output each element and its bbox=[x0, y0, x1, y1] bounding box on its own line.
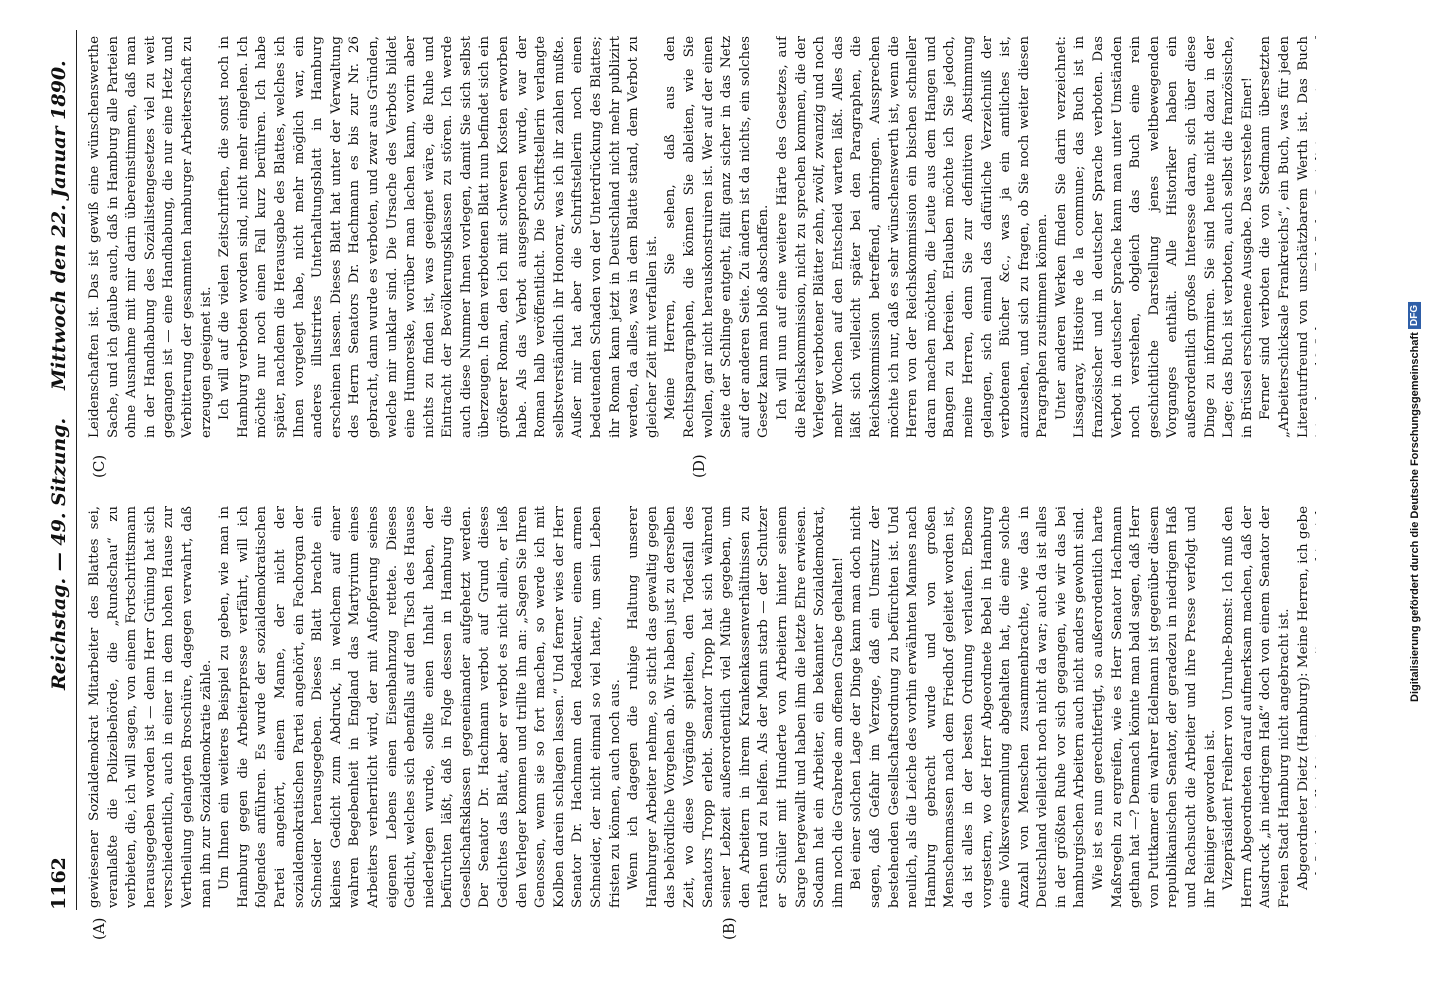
paragraph: Meine Herren, Sie sehen, daß aus den Rechtsparagraphen, die können Sie ableiten, wie Sie wollen, gar nicht herauskonstruiren ist. Wer auf der einen Seite der Schlinge entgeht, fällt ganz sicher in das Netz auf der anderen Seite. Zu ändern ist da nichts, ein solches Gesetz kann man bloß abschaffen. bbox=[663, 36, 772, 438]
margin-marker-b: (B) bbox=[720, 917, 738, 940]
margin-marker-d: (D) bbox=[690, 454, 708, 478]
session-title: Reichstag. — 49. Sitzung. bbox=[48, 417, 70, 690]
paragraph: Um Ihnen ein weiteres Beispiel zu geben, wie man in Hamburg gegen die Arbeiterpresse verfährt, will ich folgendes anführen. Es wurde der sozialdemokratischen Partei angehört, einem Manne, der nicht der sozialdemokratischen Partei angehört, ein Fachorgan der Schneider herausgegeben. Dieses Blatt brachte ein kleines Gedicht zum Abdruck, in welchem auf einer wahren Begebenheit in England das Martyrium eines Arbeiters verherrlicht wird, der mit Aufopferung seines eigenen Lebens einen Eisenbahnzug rettete. Dieses Gedicht, welches sich ebenfalls auf den Tisch des Hauses niederlegen wurde, sollte einen Inhalt haben, der befürchten läßt, daß in Folge dessen in Hamburg die Gesellschaftsklassen gegeneinander aufgehetzt werden. Der Senator Dr. Hachmann verbot auf Grund dieses Gedichtes das Blatt, aber er verbot es nicht allein, er ließ den Verleger kommen und trillte ihn an: „Sagen Sie Ihren Genossen, wenn sie so fort machen, so werde ich mit Kolben darein schlagen lassen.“ Und ferner wies der Herr Senator Dr. Hachmann den Redakteur, einem armen Schneider, der nicht einmal so viel hatte, um sein Leben fristen zu können, auch noch aus. bbox=[217, 506, 623, 908]
paragraph: Wie ist es nun gerechtfertigt, so außerordentlich harte Maßregeln zu ergreifen, wie es Herr Senator Hachmann gethan hat —? Demnach könnte man bald sagen, daß Herr von Puttkamer ein wahrer Edelmann ist gegenüber diesem republikanischen Senator, der geradezu in niedrigem Haß und Rachsucht die Arbeiter und ihre Presse verfolgt und ihr Reiniger geworden ist. bbox=[1091, 506, 1218, 908]
paragraph: Ich will nun auf eine weitere Härte des Gesetzes, auf die Reichskommission, nicht zu sprechen kommen, die der Verleger verbotener Blätter zehn, zwölf, zwanzig und noch mehr Wochen auf den Entscheid warten läßt. Alles das läßt sich vielleicht später bei den Paragraphen, die Reichskommission betreffend, anbringen. Aussprechen möchte ich nur, daß es sehr wünschenswerth ist, wenn die Herren von der Reichskommission ein bischen schneller daran machen möchten, die Leute aus dem Hangen und Bangen zu befreien. Erlauben möchte ich Sie jedoch, meine Herren, denn Sie zur definitiven Abstimmung gelangen, sich einmal das dafürliche Verzeichniß der verbotenen Bücher &c., was ja ein amtliches ist, anzusehen, und sich zu fragen, ob Sie noch weiter diesen Paragraphen zustimmen können. bbox=[774, 36, 1051, 438]
digitization-credit-label: Digitalisierung gefördert durch die Deutsche Forschungsgemeinschaft bbox=[1408, 332, 1421, 702]
paragraph: Leidenschaften ist. Das ist gewiß eine wünschenswerthe Sache, und ich glaube auch, daß in Hamburg alle Parteien ohne Ausnahme mit mir darin übereinstimmen, daß man in der Handhabung des Sozialistengesetzes viel zu weit gegangen ist — eine Handhabung, die nur eine Hetz und Verbitterung der gesammten hamburger Arbeiterschaft zu erzeugen geeignet ist. bbox=[87, 36, 214, 438]
right-text-column bbox=[86, 36, 1316, 438]
margin-marker-c: (C) bbox=[90, 454, 108, 478]
page-header bbox=[40, 30, 77, 910]
left-text-column bbox=[86, 506, 1316, 908]
margin-marker-a: (A) bbox=[90, 917, 108, 940]
paragraph: Unter anderen Werken finden Sie darin verzeichnet: Lissagaray, Histoire de la commune; das Buch ist in französischer und in deutscher Sprache verboten. Das Verbot in deutscher Sprache kann man unter Umständen noch verstehen, obgleich das Buch eine rein geschichtliche Darstellung jenes weltbewegenden Vorganges enthält. Alle Historiker haben ein außerordentlich großes Interesse daran, sich über diese Dinge zu informiren. Sie sind heute nicht dazu in der Lage; das Buch ist verboten, auch selbst die französische, in Brüssel erschienene Ausgabe. Das verstehe Einer! bbox=[1053, 36, 1255, 438]
page-number: 1162 bbox=[48, 857, 70, 910]
speaker-paragraph: Vizepräsident Freiherr von Unruhe-Bomst: Ich muß den Herrn Abgeordneten darauf aufmerksam machen, daß der Ausdruck „in niedrigem Haß“ doch von einem Senator der Freien Stadt Hamburg nicht angebracht ist. bbox=[1221, 506, 1292, 908]
paragraph: Bei einer solchen Lage der Dinge kann man doch nicht sagen, daß Gefahr im Verzuge, daß ein Umsturz der bestehenden Gesellschaftsordnung zu befürchten ist. Und neulich, als die Leiche des vorhin erwähnten Mannes nach Hamburg gebracht wurde und von großen Menschenmassen nach dem Friedhof geleitet worden ist, da ist alles in der besten Ordnung verlaufen. Ebenso vorgestern, wo der Herr Abgeordnete Bebel in Hamburg eine Volksversammlung abgehalten hat, die eine solche Anzahl von Menschen zusammenbrachte, wie das in Deutschland vielleicht noch nicht da war; auch da ist alles in der größten Ruhe vor sich gegangen, wie wir das bei hamburgischen Arbeitern auch nicht anders gewohnt sind. bbox=[849, 506, 1088, 908]
paragraph: Ich will auf die vielen Zeitschriften, die sonst noch in Hamburg verboten worden sind, nicht mehr eingehen. Ich möchte nur noch einen Fall kurz berühren. Ich habe später, nachdem die Herausgabe des Blattes, welches ich Ihnen vorgelegt habe, nicht mehr möglich war, ein anderes illustrirtes Unterhaltungsblatt in Hamburg erscheinen lassen. Dieses Blatt hat unter der Verwaltung des Herrn Senators Dr. Hachmann es bis zur Nr. 26 gebracht, dann wurde es verboten, und zwar aus Gründen, welche mir unklar sind. Die Ursache des Verbots bildet eine Humoreske, worüber man lachen kann, worin aber nichts zu finden ist, was geeignet wäre, die Ruhe und Eintracht der Bevölkerungsklassen zu stören. Ich werde auch diese Nummer Ihnen vorlegen, damit Sie sich selbst überzeugen. In dem verbotenen Blatt nun befindet sich ein größerer Roman, den ich mit schweren Kosten erworben habe. Als das Verbot ausgesprochen wurde, war der Roman halb veröffentlicht. Die Schriftstellerin verlangte selbstverständlich ihr Honorar, was ich ihr zahlen mußte. Außer mir hat aber die Schriftstellerin noch einen bedeutenden Schaden von der Unterdrückung des Blattes; ihr Roman kann jetzt in Deutschland nicht mehr publizirt werden, da alles, was in dem Blatte stand, dem Verbot zu gleicher Zeit mit verfallen ist. bbox=[217, 36, 660, 438]
paragraph: gewiesener Sozialdemokrat Mitarbeiter des Blattes sei, veranlaßte die Polizeibehörde, die „Rundschau“ zu verbieten, die, ich will sagen, von einem Fortschrittsmann herausgegeben worden ist — denn Herr Grüning hat sich verschiedentlich, auch in einer in dem hohen Hause zur Vertheilung gelangten Broschüre, dagegen verwahrt, daß man ihn zur Sozialdemokratie zähle. bbox=[87, 506, 214, 908]
digitization-credit bbox=[1408, 298, 1421, 702]
paragraph: Wenn ich dagegen die ruhige Haltung unserer Hamburger Arbeiter nehme, so sticht das gewaltig gegen das behördliche Vorgehen ab. Wir haben just zu derselben Zeit, wo diese Vorgänge spielten, den Todesfall des Senators Tropp erlebt. Senator Tropp hat sich während seiner Lebzeit außerordentlich viel Mühe gegeben, um den Arbeitern in ihrem Krankenkassenverhältnissen zu rathen und zu helfen. Als der Mann starb — der Schutzer er Schüler mit Hunderte von Arbeitern hinter seinem Sarge hergewallt und haben ihm die letzte Ehre erwiesen. Sodann hat ein Arbeiter, ein bekannter Sozialdemokrat, ihm noch die Grabrede am offenen Grabe gehalten! bbox=[626, 506, 846, 908]
speaker-paragraph: Abgeordneter Dietz (Hamburg): Meine Herren, ich gebe bbox=[1295, 506, 1311, 890]
session-date: Mittwoch den 22. Januar 1890. bbox=[48, 60, 70, 390]
digitization-sidebar bbox=[1402, 0, 1426, 1000]
dfg-logo: DFG bbox=[1408, 302, 1421, 329]
paragraph: Ferner sind verboten die von Stedmann übersetzten „Arbeiterschicksale Frankreichs“, ein Buch, was für jeden Literaturfreund von unschätzbarem Werth ist. Das Buch bbox=[1258, 36, 1311, 438]
